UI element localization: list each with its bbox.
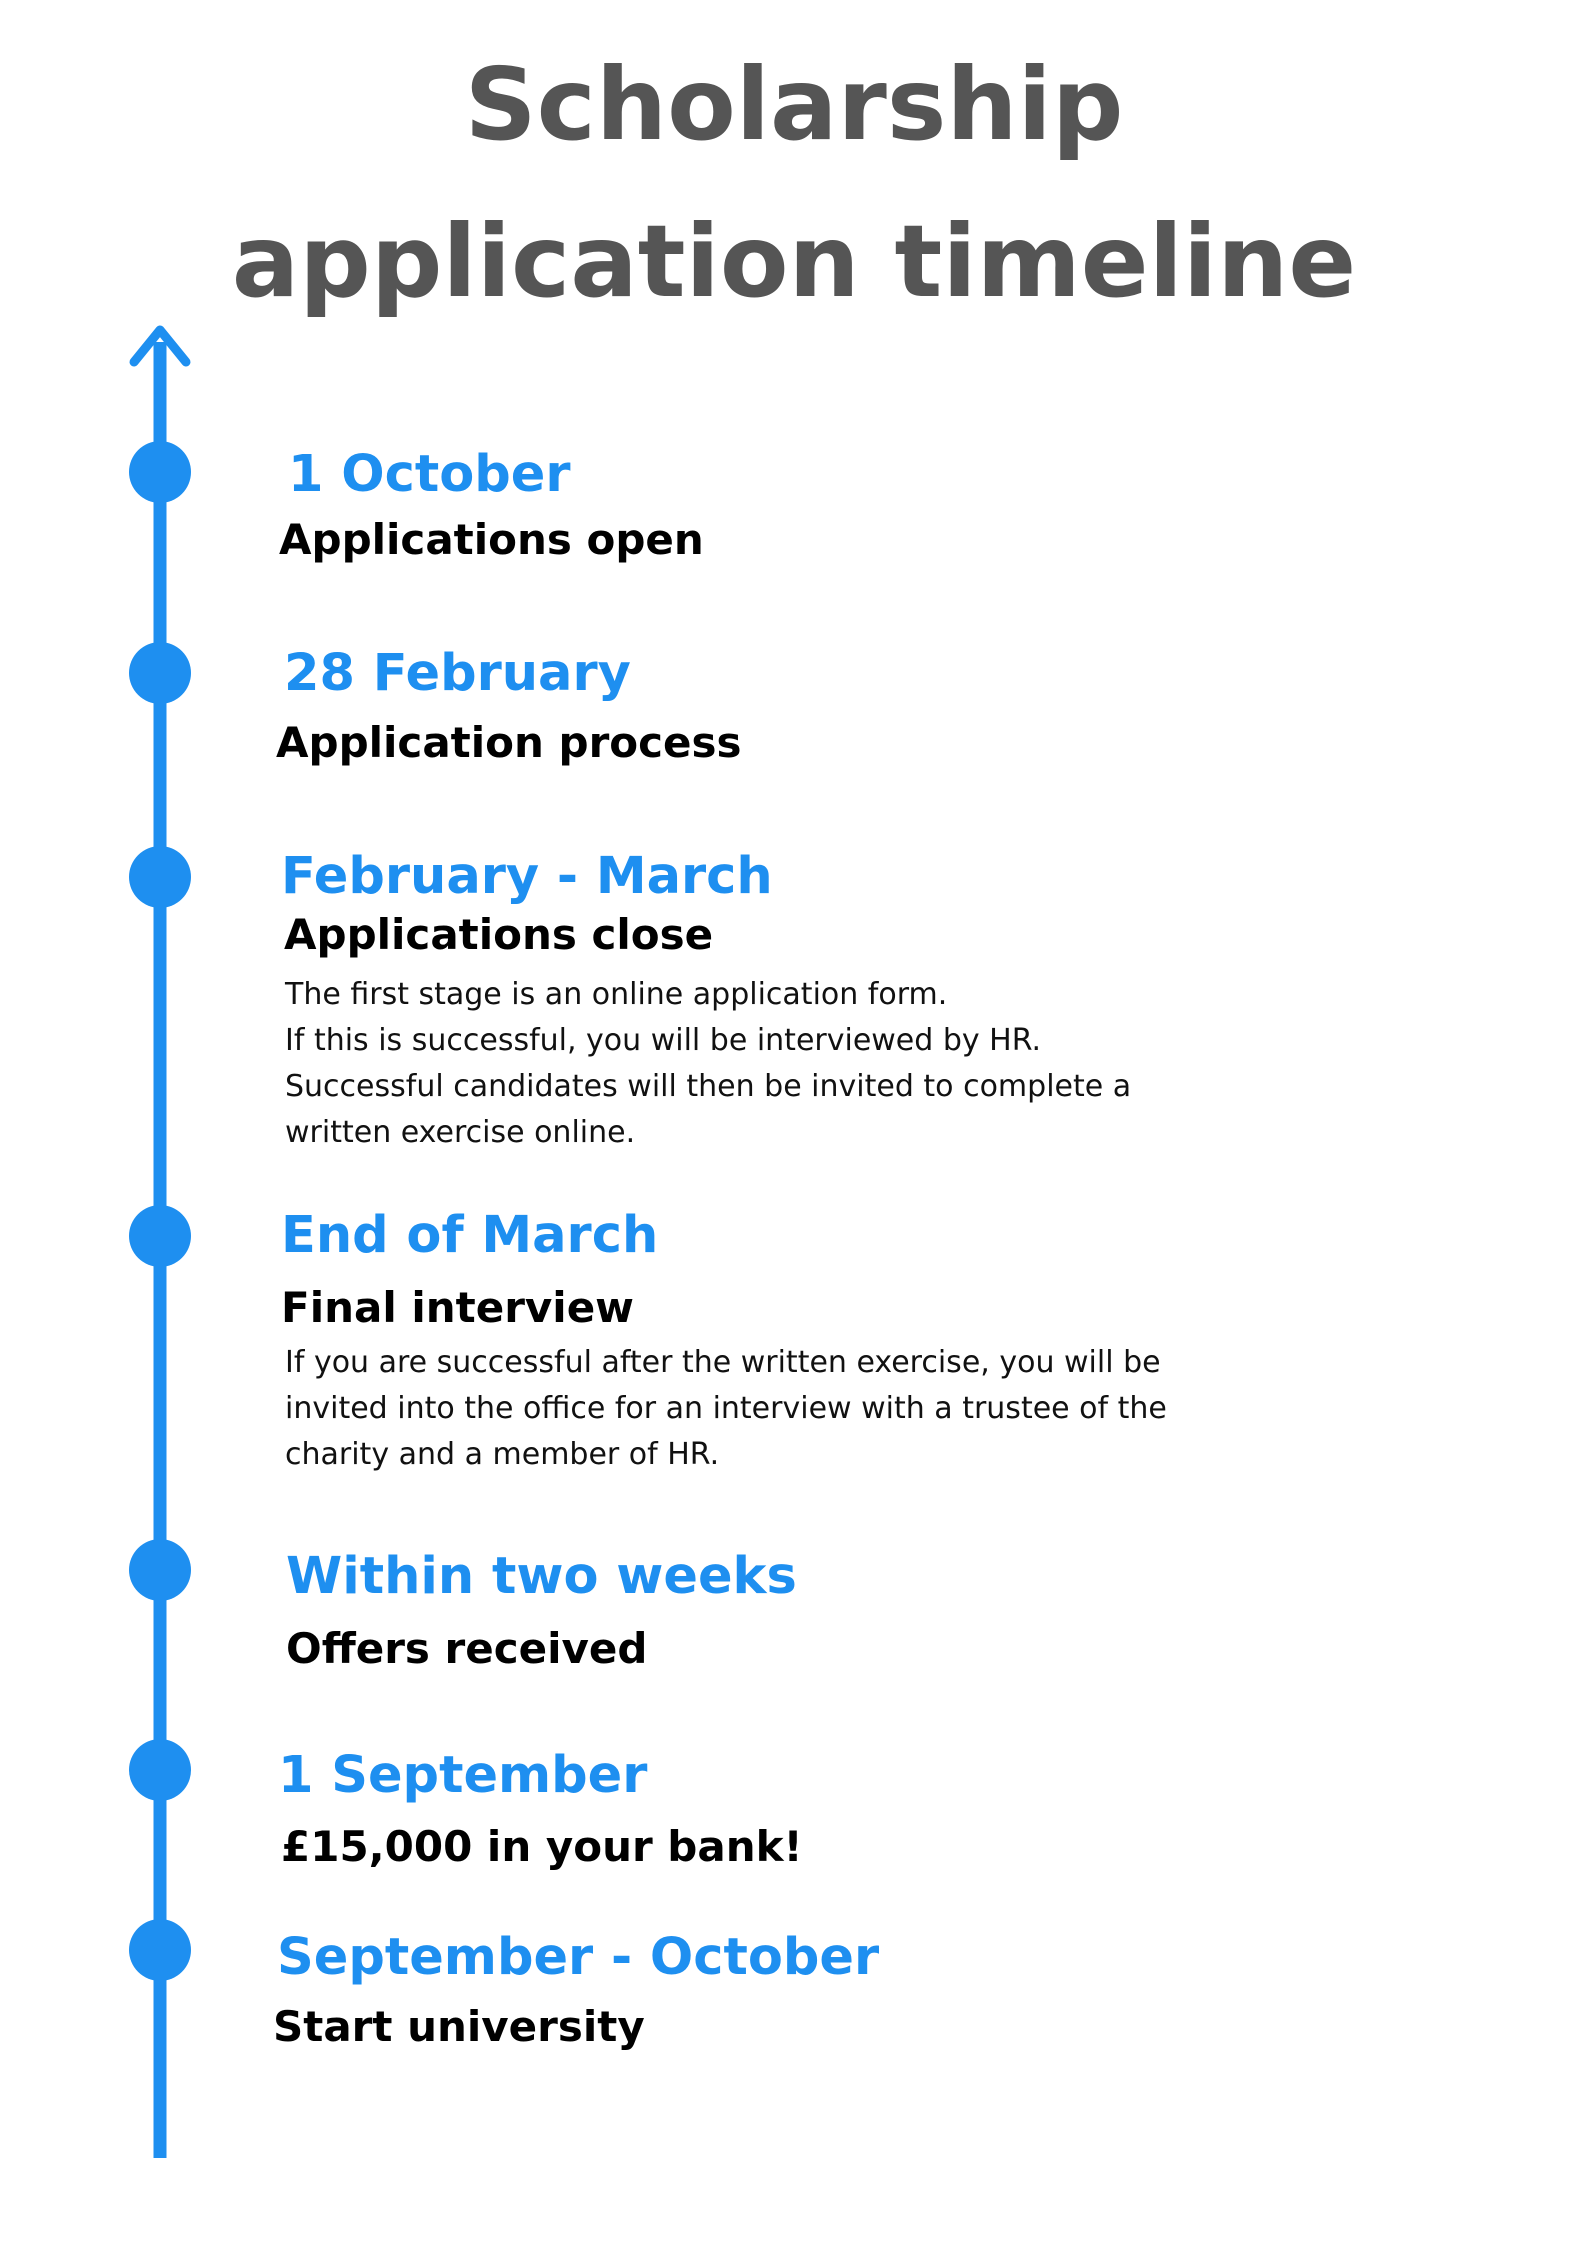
event-title-2: Application process — [276, 718, 742, 767]
event-title-7: Start university — [273, 2002, 645, 2051]
event-title-4: Final interview — [281, 1283, 634, 1332]
timeline-marker — [129, 441, 191, 503]
event-description-line: charity and a member of HR. — [285, 1437, 720, 1472]
event-description-line: invited into the office for an interview with a trustee of the — [285, 1391, 1167, 1426]
event-date-5: Within two weeks — [286, 1547, 797, 1606]
event-date-3: February - March — [281, 847, 773, 906]
event-description-line: If this is successful, you will be interviewed by HR. — [285, 1023, 1042, 1058]
event-description-line: The first stage is an online application form. — [285, 977, 948, 1012]
event-description-line: written exercise online. — [285, 1115, 636, 1150]
timeline-marker — [129, 642, 191, 704]
page-title-line-2: application timeline — [231, 203, 1357, 320]
event-title-1: Applications open — [279, 515, 704, 564]
event-title-5: Offers received — [286, 1624, 648, 1673]
timeline-marker — [129, 1205, 191, 1267]
timeline-marker — [129, 1539, 191, 1601]
event-description-4 — [285, 1340, 1167, 1478]
page-title-line-1: Scholarship — [464, 46, 1124, 163]
timeline-marker — [129, 846, 191, 908]
event-date-7: September - October — [277, 1928, 880, 1987]
event-description-3 — [285, 972, 1131, 1156]
timeline-marker — [129, 1739, 191, 1801]
event-date-6: 1 September — [278, 1746, 648, 1805]
event-description-line: Successful candidates will then be invited to complete a — [285, 1069, 1132, 1104]
event-date-1: 1 October — [288, 445, 571, 504]
event-description-line: If you are successful after the written exercise, you will be — [285, 1345, 1161, 1380]
timeline-marker — [129, 1919, 191, 1981]
event-title-3: Applications close — [284, 910, 714, 959]
event-title-6: £15,000 in your bank! — [281, 1822, 803, 1871]
event-date-4: End of March — [281, 1206, 659, 1265]
event-date-2: 28 February — [284, 644, 631, 703]
